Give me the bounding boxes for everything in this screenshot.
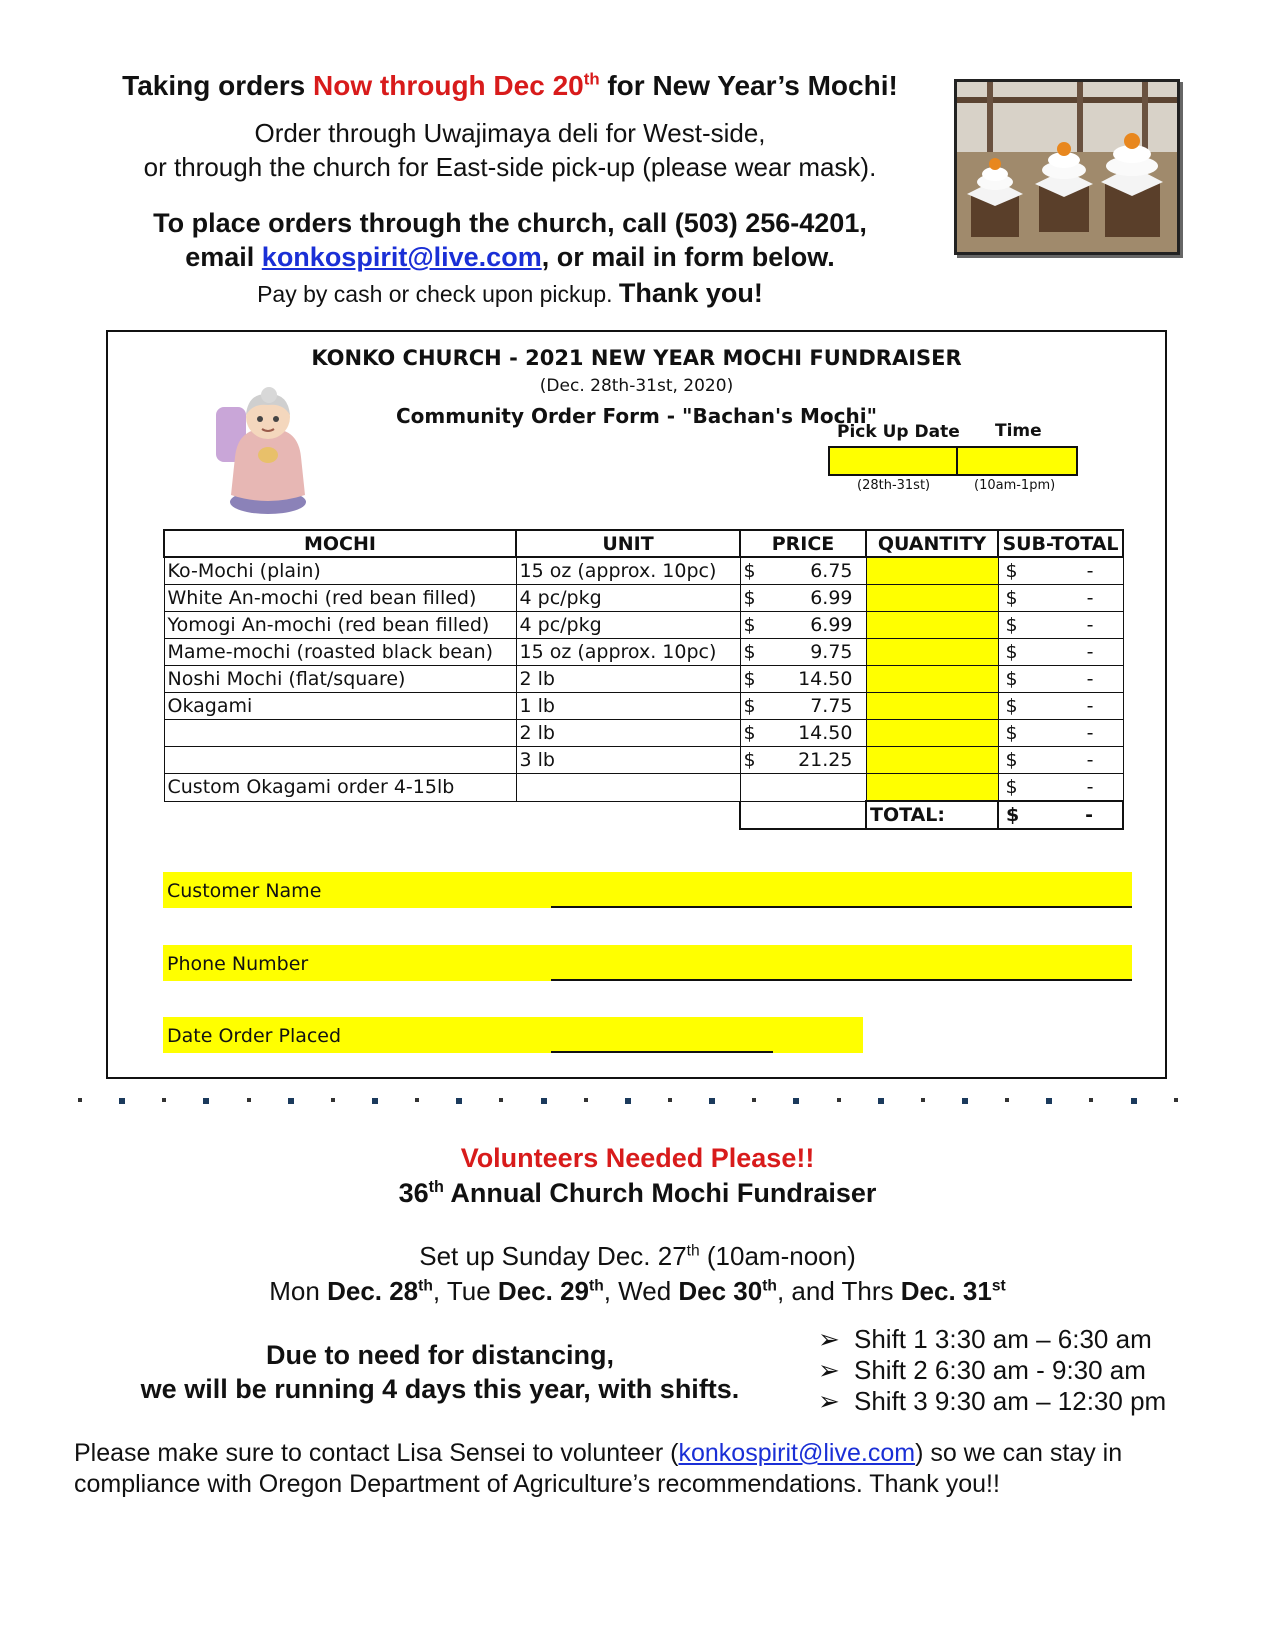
item-unit bbox=[516, 774, 740, 802]
col-mochi: MOCHI bbox=[164, 530, 516, 557]
item-unit: 15 oz (approx. 10pc) bbox=[516, 557, 740, 585]
form-dates: (Dec. 28th-31st, 2020) bbox=[539, 376, 734, 396]
email-link[interactable]: konkospirit@live.com bbox=[678, 1439, 916, 1467]
grandmother-illustration bbox=[213, 387, 323, 517]
total-label: TOTAL: bbox=[866, 801, 998, 829]
item-price: $ 6.75 bbox=[740, 557, 866, 585]
pickup-time-input[interactable] bbox=[956, 446, 1078, 476]
quantity-input[interactable] bbox=[866, 639, 998, 666]
item-subtotal: $ - bbox=[998, 612, 1123, 639]
list-item: ➢ Shift 1 3:30 am – 6:30 am bbox=[818, 1324, 1152, 1354]
table-row bbox=[164, 720, 1123, 747]
item-subtotal: $ - bbox=[998, 585, 1123, 612]
table-row bbox=[164, 774, 1123, 802]
closing-note: Please make sure to contact Lisa Sensei to volunteer (konkospirit@live.com) so we can stay in compliance with Oregon Department of Agriculture’s recommendations. Thank you!! bbox=[74, 1439, 1123, 1498]
table-row bbox=[164, 639, 1123, 666]
customer-name-field[interactable]: Customer Name bbox=[163, 872, 1132, 908]
volunteer-section bbox=[0, 1143, 1275, 1307]
item-price: $ 14.50 bbox=[740, 720, 866, 747]
item-unit: 3 lb bbox=[516, 747, 740, 774]
email-link[interactable]: konkospirit@live.com bbox=[261, 242, 542, 272]
quantity-input[interactable] bbox=[866, 747, 998, 774]
item-subtotal: $ - bbox=[998, 693, 1123, 720]
item-price: $ 6.99 bbox=[740, 612, 866, 639]
contact-info: To place orders through the church, call (503) 256-4201, email konkospirit@live.com, or mail in form below. bbox=[153, 208, 867, 272]
item-unit: 2 lb bbox=[516, 666, 740, 693]
phone-number-field[interactable]: Phone Number bbox=[163, 945, 1132, 981]
col-unit: UNIT bbox=[516, 530, 740, 557]
quantity-input[interactable] bbox=[866, 585, 998, 612]
item-name: Mame-mochi (roasted black bean) bbox=[164, 639, 516, 666]
order-form bbox=[106, 330, 1167, 1079]
kagami-mochi-photo bbox=[954, 79, 1180, 255]
time-label: Time bbox=[995, 421, 1042, 441]
list-item: ➢ Shift 3 9:30 am – 12:30 pm bbox=[818, 1386, 1167, 1416]
list-item: ➢ Shift 2 6:30 am - 9:30 am bbox=[818, 1355, 1146, 1385]
quantity-input[interactable] bbox=[866, 720, 998, 747]
item-subtotal: $ - bbox=[998, 747, 1123, 774]
payment-note: Pay by cash or check upon pickup. Thank you! bbox=[257, 278, 763, 308]
table-row bbox=[164, 666, 1123, 693]
item-price: $ 6.99 bbox=[740, 585, 866, 612]
form-subtitle: Community Order Form - "Bachan's Mochi" bbox=[395, 404, 878, 428]
table-row bbox=[164, 747, 1123, 774]
col-price: PRICE bbox=[740, 530, 866, 557]
date-order-placed-field[interactable]: Date Order Placed bbox=[163, 1017, 863, 1053]
time-note: (10am-1pm) bbox=[974, 478, 1056, 493]
item-name: Ko-Mochi (plain) bbox=[164, 557, 516, 585]
quantity-input[interactable] bbox=[866, 557, 998, 585]
volunteer-heading: Volunteers Needed Please!! bbox=[460, 1143, 815, 1173]
item-unit: 15 oz (approx. 10pc) bbox=[516, 639, 740, 666]
table-row bbox=[164, 585, 1123, 612]
item-subtotal: $ - bbox=[998, 666, 1123, 693]
quantity-input[interactable] bbox=[866, 774, 998, 802]
item-price: $ 9.75 bbox=[740, 639, 866, 666]
shift-list bbox=[818, 1324, 1166, 1417]
item-name: Okagami bbox=[164, 693, 516, 720]
item-price bbox=[740, 774, 866, 802]
item-unit: 4 pc/pkg bbox=[516, 612, 740, 639]
order-locations: Order through Uwajimaya deli for West-side, or through the church for East-side pick-up (please wear mask). bbox=[143, 118, 877, 182]
quantity-input[interactable] bbox=[866, 666, 998, 693]
item-subtotal: $ - bbox=[998, 557, 1123, 585]
item-unit: 4 pc/pkg bbox=[516, 585, 740, 612]
setup-date: Set up Sunday Dec. 27th (10am-noon) bbox=[419, 1241, 856, 1271]
quantity-input[interactable] bbox=[866, 612, 998, 639]
pickup-date-input[interactable] bbox=[828, 446, 958, 476]
mochi-order-table bbox=[163, 529, 1124, 830]
form-title: KONKO CHURCH - 2021 NEW YEAR MOCHI FUNDRAISER bbox=[311, 346, 962, 370]
item-name bbox=[164, 720, 516, 747]
item-name: Yomogi An-mochi (red bean filled) bbox=[164, 612, 516, 639]
table-row bbox=[164, 557, 1123, 585]
col-subtotal: SUB-TOTAL bbox=[998, 530, 1123, 557]
col-quantity: QUANTITY bbox=[866, 530, 998, 557]
table-row bbox=[164, 693, 1123, 720]
headline: Taking orders Now through Dec 20th for New Year’s Mochi! bbox=[122, 69, 898, 101]
item-unit: 1 lb bbox=[516, 693, 740, 720]
item-name bbox=[164, 747, 516, 774]
pickup-date-note: (28th-31st) bbox=[857, 478, 931, 493]
item-price: $ 14.50 bbox=[740, 666, 866, 693]
distancing-note: Due to need for distancing, we will be running 4 days this year, with shifts. bbox=[140, 1340, 740, 1404]
event-days: Mon Dec. 28th, Tue Dec. 29th, Wed Dec 30th, and Thrs Dec. 31st bbox=[269, 1276, 1006, 1306]
item-name: Custom Okagami order 4-15lb bbox=[164, 774, 516, 802]
announcement-header bbox=[60, 70, 960, 309]
item-price: $ 21.25 bbox=[740, 747, 866, 774]
item-unit: 2 lb bbox=[516, 720, 740, 747]
arrow-bullet-icon: ➢ bbox=[818, 1355, 840, 1385]
item-subtotal: $ - bbox=[998, 639, 1123, 666]
quantity-input[interactable] bbox=[866, 693, 998, 720]
order-deadline: Now through Dec 20th bbox=[313, 69, 600, 101]
table-row bbox=[164, 612, 1123, 639]
table-header bbox=[164, 530, 1123, 557]
item-subtotal: $ - bbox=[998, 774, 1123, 802]
total-value: $ - bbox=[998, 801, 1123, 829]
arrow-bullet-icon: ➢ bbox=[818, 1386, 840, 1416]
total-row bbox=[164, 801, 1123, 829]
item-subtotal: $ - bbox=[998, 720, 1123, 747]
fundraiser-title: 36th Annual Church Mochi Fundraiser bbox=[398, 1178, 877, 1208]
item-name: Noshi Mochi (flat/square) bbox=[164, 666, 516, 693]
dotted-separator bbox=[78, 1098, 1178, 1104]
pickup-date-label: Pick Up Date bbox=[837, 422, 960, 442]
item-price: $ 7.75 bbox=[740, 693, 866, 720]
item-name: White An-mochi (red bean filled) bbox=[164, 585, 516, 612]
arrow-bullet-icon: ➢ bbox=[818, 1324, 840, 1354]
